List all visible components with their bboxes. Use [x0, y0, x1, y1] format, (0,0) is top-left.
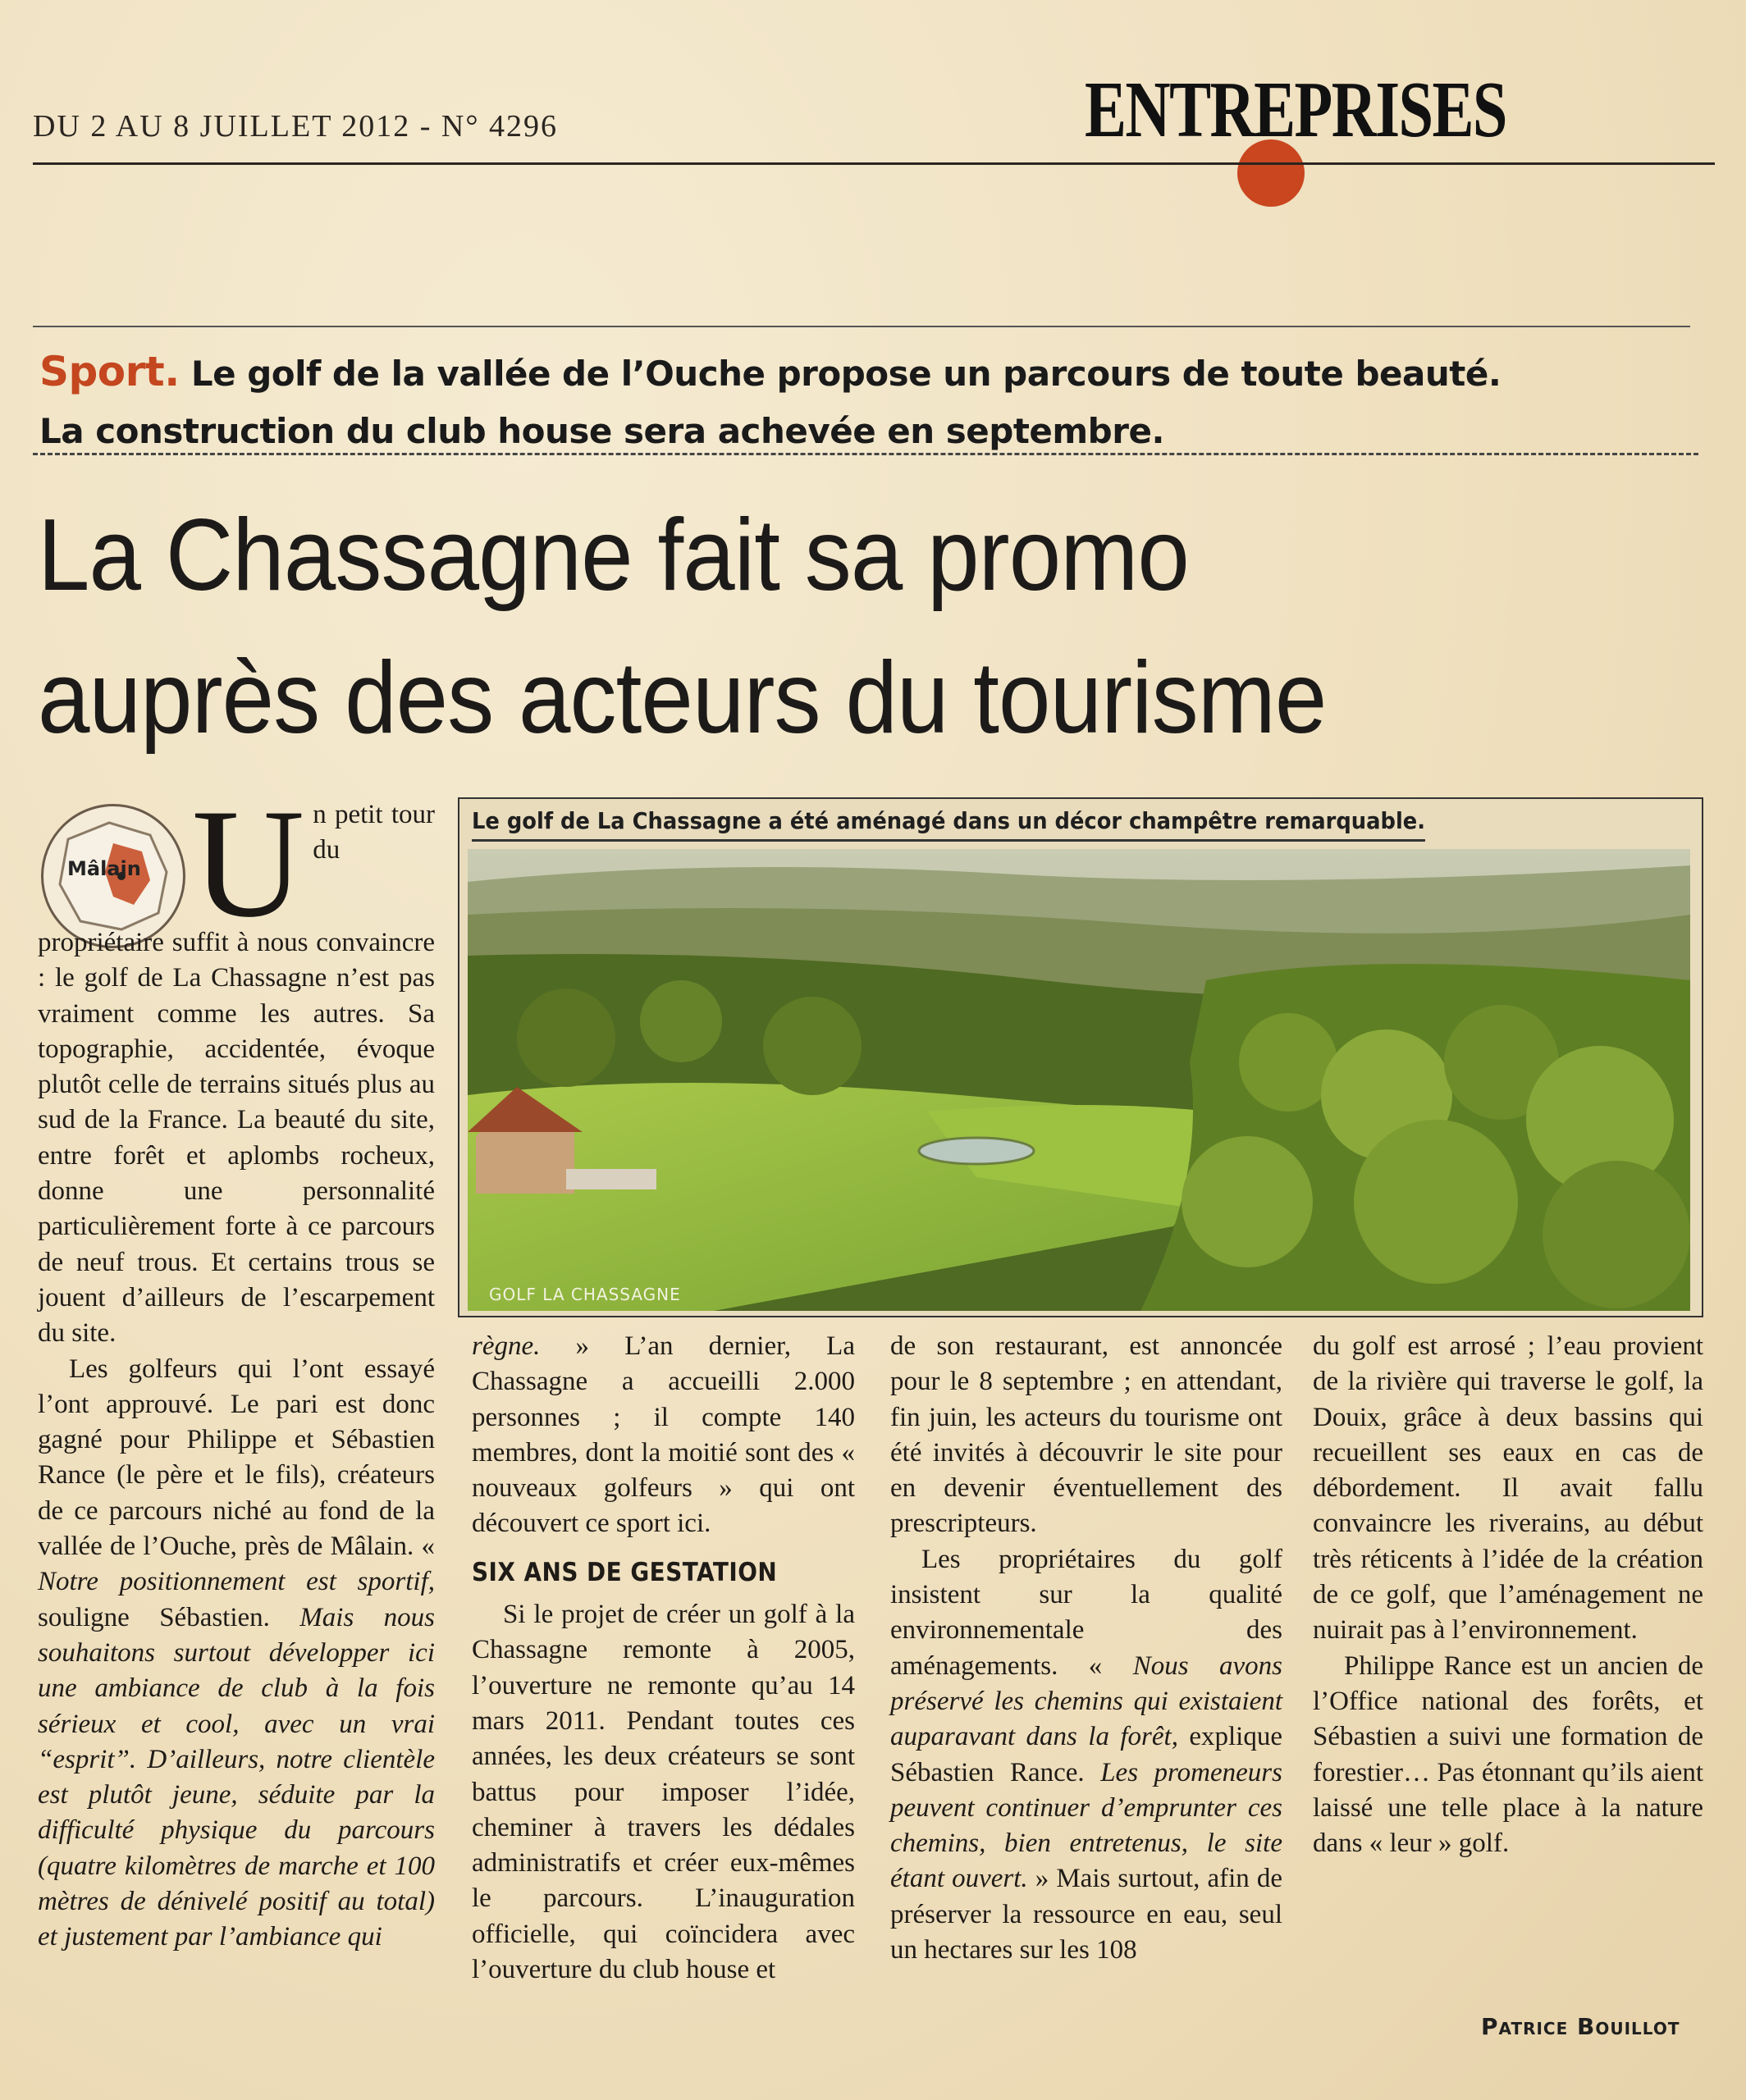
article-column-1 [38, 778, 435, 1956]
headline [38, 484, 1600, 769]
drop-cap: U [192, 778, 305, 950]
article-column-3 [890, 1329, 1282, 1968]
kicker-line-2: La construction du club house sera achevée en septembre. [39, 411, 1164, 451]
headline-line-2: auprès des acteurs du tourisme [38, 641, 1327, 755]
paragraph-2a: Les golfeurs qui l’ont essayé l’ont approuvé. Le pari est donc gagné pour Philippe et Sébastien Rance (le père et le fils), créateurs de ce parcours niché au fond de la vallée de l’Ouche, près de Mâlain. « [38, 1354, 435, 1562]
paragraph-4a: Les propriétaires du golf insistent sur la qualité environnementale des aménagements. « [890, 1544, 1282, 1681]
photo-credit: GOLF LA CHASSAGNE [489, 1285, 681, 1304]
quote-3: Nous avons préservé les chemins qui existaient auparavant dans la forêt, [890, 1650, 1282, 1752]
kicker-line-1: Le golf de la vallée de l’Ouche propose un parcours de toute beauté. [190, 354, 1501, 394]
byline-text: Patrice Bouillot [1481, 2013, 1680, 2040]
quote-4: Les promeneurs peuvent continuer d’emprunter ces chemins, bien entretenus, le site étant ouvert. [890, 1757, 1282, 1894]
article-column-4 [1313, 1329, 1703, 1861]
paragraph-2c: souligne Sébastien. [38, 1602, 300, 1632]
paragraph-3: Si le projet de créer un golf à la Chassagne remonte à 2005, l’ouverture ne remonte qu’au 14 mars 2011. Pendant toutes ces années, les deux créateurs se sont battus pour imposer l’idée, cheminer à travers les dédales administratifs et créer eux-mêmes le parcours. L’inauguration officielle, qui coïncidera avec l’ouverture du club house et [472, 1600, 855, 1985]
paragraph-2f: » L’an dernier, La Chassagne a accueilli 2.000 personnes ; il compte 140 membres, dont la moitié sont des « nouveaux golfeurs » qui ont découvert ce sport ici. [472, 1331, 855, 1539]
paragraph-4e: » Mais surtout, afin de préserver la ressource en eau, seul un hectares sur les 108 [890, 1864, 1282, 1965]
quote-1: Notre positionnement est sportif, [38, 1567, 435, 1597]
golf-course-photo [468, 849, 1690, 1311]
paragraph-5: Philippe Rance est un ancien de l’Office national des forêts, et Sébastien a suivi une formation de forestier… Pas étonnant qu’ils aient laissé une telle place à la nature dans « leur » golf. [1313, 1650, 1703, 1859]
kicker-top-rule [33, 326, 1690, 327]
kicker [39, 343, 1501, 460]
header-rule [33, 162, 1715, 165]
kicker-tag: Sport. [39, 348, 180, 395]
paragraph-1: n petit tour du propriétaire suffit à nous convaincre : le golf de La Chassagne n’est pas vraiment comme les autres. Sa topographie, accidentée, évoque plutôt celle de terrains situés plus au sud de la France. La beauté du site, entre forêt et aplombs rocheux, donne une personnalité particulièrement forte à ce parcours de neuf trous. Et certains trous se jouent d’ailleurs de l’escarpement du site. [38, 800, 435, 1349]
paragraph-3b: de son restaurant, est annoncée pour le 8 septembre ; en attendant, fin juin, les acteurs du tourisme ont été invités à découvrir le site pour en devenir éventuellement des prescripteurs. [890, 1331, 1282, 1539]
locator-map-label: Mâlain [67, 857, 141, 880]
dateline: DU 2 AU 8 JUILLET 2012 - N° 4296 [33, 109, 559, 144]
section-title: ENTREPRISES [1085, 66, 1506, 154]
subheading: SIX ANS DE GESTATION [472, 1557, 778, 1587]
quote-2-end: règne. [472, 1331, 541, 1361]
kicker-dashed-rule [33, 453, 1698, 455]
paragraph-4c: explique Sébastien Rance. [890, 1722, 1282, 1787]
article-column-2 [472, 1329, 855, 1988]
paragraph-4f: du golf est arrosé ; l’eau provient de la rivière qui traverse le golf, la Douix, grâce à deux bassins qui recueillent ses eaux en cas de débordement. Il avait fallu convaincre les riverains, au début très réticents à l’idée de la création de ce golf, que l’aménagement ne nuirait pas à l’environnement. [1313, 1331, 1703, 1646]
quote-2: Mais nous souhaitons surtout développer ici une ambiance de club à la fois sérieux et cool, avec un vrai “esprit”. D’ailleurs, notre clientèle est plutôt jeune, séduite par la difficulté physique du parcours (quatre kilomètres de marche et 100 mètres de dénivelé positif au total) et justement par l’ambiance qui [38, 1602, 435, 1952]
headline-line-1: La Chassagne fait sa promo [38, 499, 1189, 612]
byline [1481, 2013, 1680, 2040]
photo-caption: Le golf de La Chassagne a été aménagé dans un décor champêtre remarquable. [472, 807, 1425, 842]
